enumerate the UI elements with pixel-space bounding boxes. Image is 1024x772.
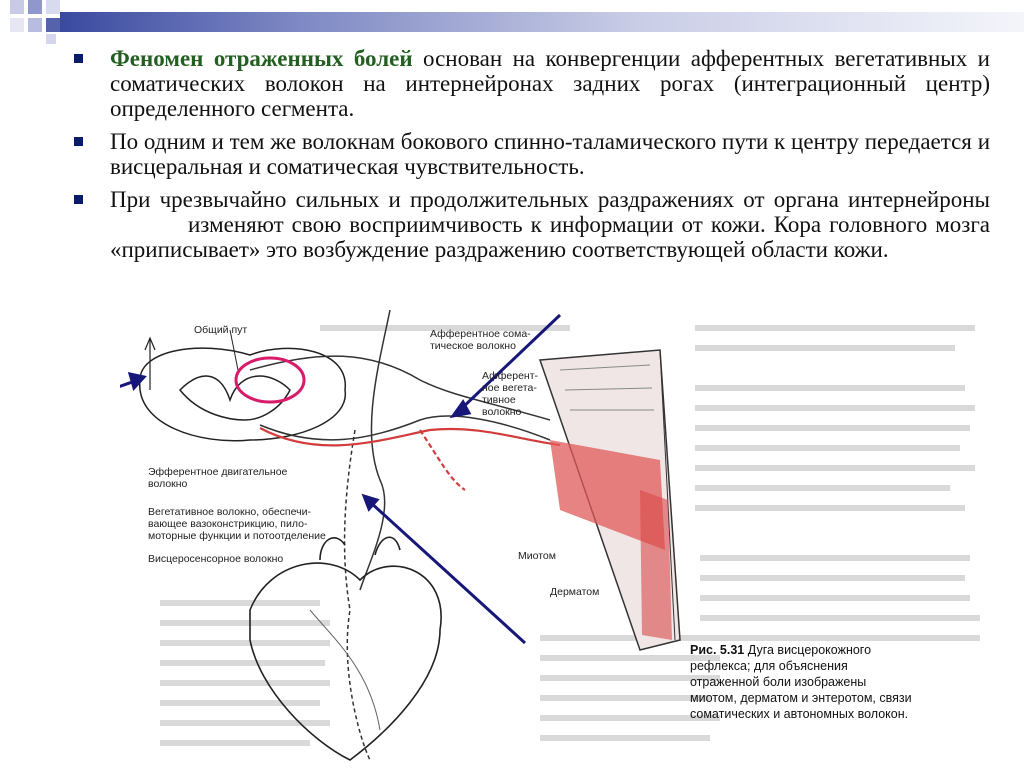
label-dermatome: Дерматом xyxy=(550,586,600,598)
label-viscerosensory: Висцеросенсорное волокно xyxy=(148,553,284,565)
bullet-text: По одним и тем же волокнам бокового спинно-таламического пути к центру передается и висцеральная и соматическая чувствительность. xyxy=(110,129,990,179)
label-common-path: Общий пут xyxy=(194,324,248,336)
highlight-term: Феномен отраженных болей xyxy=(110,46,413,71)
skin-muscle-block xyxy=(540,350,680,650)
bullet-item-2 xyxy=(68,129,990,179)
label-afferent-vegetative: Афферент- ное вегета- тивное волокно xyxy=(482,370,539,418)
spinal-cord-section xyxy=(140,330,346,441)
bullet-marker xyxy=(74,195,83,204)
caption-text: Дуга висцерокожного рефлекса; для объяснения отраженной боли изображены миотом, дерматом и энтеротом, связи соматических и автономных волокон. xyxy=(690,643,912,721)
bullet-list xyxy=(68,46,990,270)
bullet-text: основан на конвергенции афферентных вегетативных и соматических волокон на интернейронах задних рогах (интеграционный центр) определенного сегмента. xyxy=(110,46,990,121)
bullet-marker xyxy=(74,137,83,146)
bullet-marker xyxy=(74,54,83,63)
bullet-item-3 xyxy=(68,187,990,262)
label-efferent-motor: Эфферентное двигательное волокно xyxy=(148,466,288,490)
bullet-item-1 xyxy=(68,46,990,121)
label-vegetative-fiber: Вегетативное волокно, обеспечи- вающее вазоконстрикцию, пило- моторные функции и потоотделение xyxy=(148,506,326,542)
arrow-head xyxy=(130,374,144,388)
label-myotome: Миотом xyxy=(518,550,556,562)
arrow-to-viscerosensory-fiber xyxy=(370,502,525,643)
caption-title: Рис. 5.31 xyxy=(690,643,745,657)
bullet-text-a: При чрезвычайно сильных и продолжительных раздражениях от органа интернейроны xyxy=(110,187,990,212)
title-bar-decoration xyxy=(0,0,1024,44)
title-bar-graphic xyxy=(0,0,1024,44)
bullet-text-b: изменяют свою восприимчивость к информации от кожи. Кора головного мозга «приписывает» это возбуждение раздражению соответствующей области кожи. xyxy=(110,212,990,262)
label-afferent-somatic: Афферентное сома- тическое волокно xyxy=(430,328,531,352)
figure-caption xyxy=(690,642,912,722)
